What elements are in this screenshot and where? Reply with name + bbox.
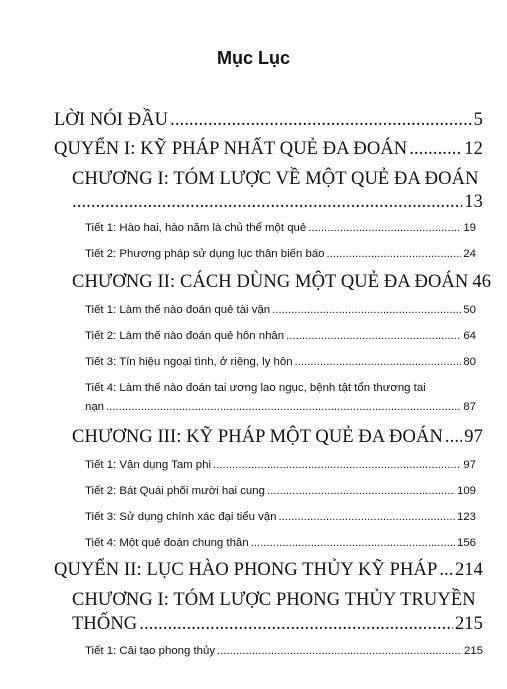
toc-page-number: 123 bbox=[456, 511, 476, 523]
toc-leader-dots bbox=[286, 328, 461, 344]
toc-entry-text: Tiết 1: Vận dụng Tam phi bbox=[85, 459, 212, 471]
toc-entry-part-1[interactable] bbox=[54, 137, 483, 161]
toc-entry-text: Tiết 1: Làm thế nào đoán quẻ tài vận bbox=[85, 304, 271, 316]
toc-entry-text: Tiết 2: Phương pháp sử dụng lục thân biến báo bbox=[85, 248, 325, 260]
toc-leader-dots bbox=[217, 643, 462, 659]
toc-page-number: 50 bbox=[463, 304, 476, 316]
toc-entry-section[interactable] bbox=[85, 302, 476, 318]
toc-page-number: 87 bbox=[463, 401, 476, 413]
toc-entry-section[interactable] bbox=[85, 643, 483, 659]
toc-entry-text: nạn bbox=[85, 401, 105, 413]
toc-leader-dots bbox=[278, 509, 455, 525]
toc-entry-chapter-3[interactable] bbox=[72, 425, 483, 449]
toc-page-number: 46 bbox=[472, 272, 492, 292]
toc-entry-text: QUYỂN II: LỤC HÀO PHONG THỦY KỸ PHÁP bbox=[54, 560, 438, 580]
toc-entry-section[interactable] bbox=[85, 354, 476, 370]
toc-page-number: 215 bbox=[454, 614, 483, 634]
toc-entry-section[interactable] bbox=[85, 535, 476, 551]
toc-leader-dots bbox=[72, 190, 462, 214]
toc-page-number: 97 bbox=[464, 427, 483, 447]
toc-leader-dots bbox=[327, 246, 462, 262]
toc-page-number: 214 bbox=[454, 560, 483, 580]
toc-leader-dots bbox=[409, 137, 462, 161]
toc-page-number: 12 bbox=[464, 139, 483, 159]
toc-leader-dots bbox=[213, 457, 461, 473]
toc-entry-section-cont[interactable] bbox=[85, 399, 476, 415]
toc-page-number: 109 bbox=[456, 485, 476, 497]
toc-leader-dots bbox=[272, 302, 461, 318]
toc-entry-section[interactable] bbox=[85, 246, 476, 262]
toc-entry-part-2[interactable] bbox=[54, 558, 483, 582]
toc-entry-text: Tiết 3: Sử dụng chính xác đại tiểu vận bbox=[85, 511, 277, 523]
toc-page-number: 19 bbox=[463, 222, 476, 234]
toc-entry-text: Tiết 4: Một quẻ đoán chung thân bbox=[85, 537, 249, 549]
toc-page-number: 80 bbox=[463, 356, 476, 368]
toc-entry-text: Tiết 2: Bát Quái phối mười hai cung bbox=[85, 485, 265, 497]
toc-page-number: 97 bbox=[463, 459, 476, 471]
toc-leader-dots bbox=[439, 558, 453, 582]
page-title: Mục Lục bbox=[216, 48, 290, 68]
toc-page-number: 24 bbox=[463, 248, 476, 260]
toc-entry-text: QUYỂN I: KỸ PHÁP NHẤT QUẺ ĐA ĐOÁN bbox=[54, 139, 408, 159]
toc-page-number: 64 bbox=[463, 330, 476, 342]
toc-leader-dots bbox=[251, 535, 455, 551]
toc-leader-dots bbox=[445, 425, 462, 449]
toc-entry-part-2-chapter-1[interactable] bbox=[72, 588, 483, 612]
toc-entry-text: THỐNG bbox=[72, 614, 138, 634]
toc-leader-dots bbox=[139, 612, 453, 636]
toc-entry-chapter-1[interactable] bbox=[72, 167, 483, 191]
toc-entry-text: Tiết 2: Làm thế nào đoán quẻ hôn nhân bbox=[85, 330, 285, 342]
toc-leader-dots bbox=[308, 220, 461, 236]
toc-entry-text: Tiết 1: Cải tạo phong thủy bbox=[85, 645, 216, 657]
toc-leader-dots bbox=[267, 483, 455, 499]
toc-entry-text: CHƯƠNG II: CÁCH DÙNG MỘT QUẺ ĐA ĐOÁN bbox=[72, 272, 469, 292]
toc-entry-part-2-chapter-1-cont[interactable] bbox=[72, 612, 483, 636]
toc-leader-dots bbox=[106, 399, 461, 415]
toc-entry-text: Tiết 3: Tín hiệu ngoại tình, ở riêng, ly hôn bbox=[85, 356, 293, 368]
toc-entry-section[interactable] bbox=[85, 328, 476, 344]
toc-entry-preface[interactable] bbox=[54, 108, 483, 132]
toc-entry-text: Tiết 1: Hào hai, hào năm là chủ thể một quẻ bbox=[85, 222, 307, 234]
toc-page-number: 156 bbox=[456, 537, 476, 549]
toc-entry-chapter-1-cont[interactable] bbox=[72, 190, 483, 214]
toc-entry-section[interactable] bbox=[85, 457, 476, 473]
toc-entry-text: CHƯƠNG III: KỸ PHÁP MỘT QUẺ ĐA ĐOÁN bbox=[72, 427, 443, 447]
toc-page-number: 5 bbox=[473, 110, 483, 130]
toc-entry-text: CHƯƠNG I: TÓM LƯỢC VỀ MỘT QUẺ ĐA ĐOÁN bbox=[72, 169, 479, 189]
toc-entry-text: Tiết 4: Làm thế nào đoán tai ương lao ngục, bệnh tật tổn thương tai bbox=[85, 382, 426, 394]
toc-page-number: 13 bbox=[464, 192, 483, 212]
toc-entry-text: LỜI NÓI ĐẦU bbox=[54, 110, 169, 130]
toc-entry-section[interactable] bbox=[85, 509, 476, 525]
toc-entry-section[interactable] bbox=[85, 380, 476, 396]
toc-page-number: 215 bbox=[463, 645, 483, 657]
toc-entry-text: CHƯƠNG I: TÓM LƯỢC PHONG THỦY TRUYỀN bbox=[72, 590, 476, 610]
toc-entry-chapter-2[interactable] bbox=[72, 270, 492, 294]
toc-leader-dots bbox=[170, 108, 472, 132]
toc-leader-dots bbox=[295, 354, 462, 370]
toc-entry-section[interactable] bbox=[85, 220, 476, 236]
toc-entry-section[interactable] bbox=[85, 483, 476, 499]
